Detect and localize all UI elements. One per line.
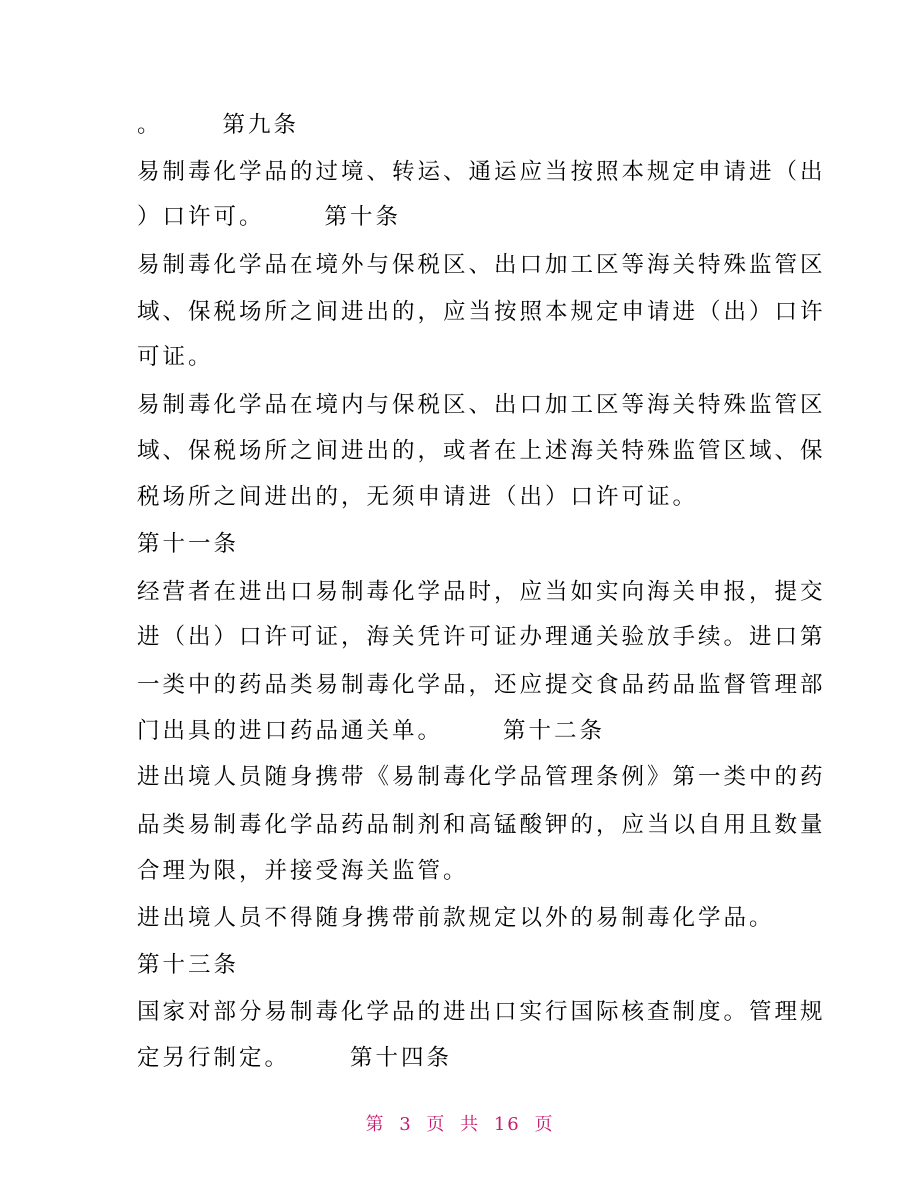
text-segment: 国家对部分易制毒化学品的进出口实行国际核查制度。管理规 xyxy=(137,999,826,1025)
text-line xyxy=(137,903,797,933)
text-line xyxy=(137,342,797,372)
text-line xyxy=(137,202,797,232)
text-segment: 定另行制定。 xyxy=(137,1045,291,1071)
article-heading: 第十条 xyxy=(324,204,402,230)
article-heading: 第十三条 xyxy=(137,952,240,978)
text-line xyxy=(137,436,826,466)
text-line xyxy=(137,762,826,792)
text-line xyxy=(137,250,826,280)
text-line xyxy=(137,577,826,607)
article-heading: 第十二条 xyxy=(503,718,606,744)
text-segment: 易制毒化学品在境内与保税区、出口加工区等海关特殊监管区 xyxy=(137,392,826,418)
text-line xyxy=(137,622,826,652)
text-line xyxy=(137,1043,797,1073)
text-segment: 一类中的药品类易制毒化学品，还应提交食品药品监督管理部 xyxy=(137,672,826,698)
text-segment: 进出境人员随身携带《易制毒化学品管理条例》第一类中的药 xyxy=(137,764,826,790)
text-segment: 易制毒化学品的过境、转运、通运应当按照本规定申请进（出 xyxy=(137,159,826,185)
text-segment: 进出境人员不得随身携带前款规定以外的易制毒化学品。 xyxy=(137,905,775,931)
text-segment: 合理为限，并接受海关监管。 xyxy=(137,858,469,884)
text-segment: 经营者在进出口易制毒化学品时，应当如实向海关申报，提交 xyxy=(137,579,826,605)
text-line xyxy=(137,110,797,140)
text-line xyxy=(137,810,826,840)
text-line xyxy=(137,670,826,700)
text-line xyxy=(137,157,826,187)
page-footer: 第 3 页 共 16 页 xyxy=(365,1114,555,1135)
text-segment: 进（出）口许可证，海关凭许可证办理通关验放手续。进口第 xyxy=(137,624,826,650)
text-line xyxy=(137,482,797,512)
text-segment: 门出具的进口药品通关单。 xyxy=(137,718,444,744)
text-segment: 域、保税场所之间进出的，应当按照本规定申请进（出）口许 xyxy=(137,299,826,325)
text-line xyxy=(137,297,826,327)
text-segment: 税场所之间进出的，无须申请进（出）口许可证。 xyxy=(137,484,699,510)
text-line xyxy=(137,529,797,559)
text-segment: 可证。 xyxy=(137,344,214,370)
text-segment: 域、保税场所之间进出的，或者在上述海关特殊监管区域、保 xyxy=(137,438,826,464)
text-line xyxy=(137,997,826,1027)
article-heading: 第十四条 xyxy=(350,1045,453,1071)
text-line xyxy=(137,950,797,980)
text-line xyxy=(137,716,797,746)
text-segment: ）口许可。 xyxy=(137,204,265,230)
text-segment: 。 xyxy=(137,112,163,138)
text-line xyxy=(137,856,797,886)
text-line xyxy=(137,390,826,420)
article-heading: 第十一条 xyxy=(137,531,240,557)
article-heading: 第九条 xyxy=(222,112,300,138)
text-segment: 品类易制毒化学品药品制剂和高锰酸钾的，应当以自用且数量 xyxy=(137,812,826,838)
text-segment: 易制毒化学品在境外与保税区、出口加工区等海关特殊监管区 xyxy=(137,252,826,278)
